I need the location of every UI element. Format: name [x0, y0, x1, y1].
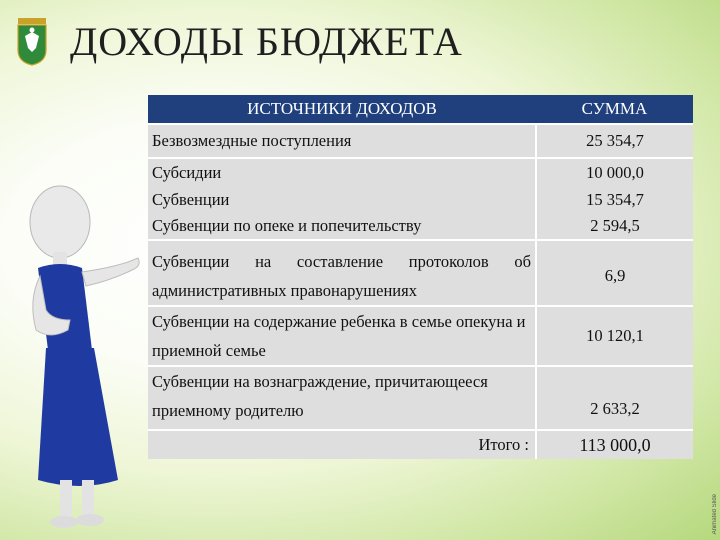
row-name: Субвенции — [148, 187, 536, 213]
table-row — [148, 240, 693, 306]
row-amount: 10 120,1 — [536, 306, 693, 366]
row-amount: 25 354,7 — [536, 124, 693, 158]
row-name: Субвенции на составление протоколов об административных правонарушениях — [148, 240, 536, 306]
presenter-figure-icon — [20, 180, 160, 530]
row-amount: 2 633,2 — [536, 366, 693, 430]
row-amount: 15 354,7 — [536, 187, 693, 213]
header-amount: СУММА — [536, 95, 693, 124]
total-amount: 113 000,0 — [536, 430, 693, 459]
row-name: Субвенции по опеке и попечительству — [148, 213, 536, 240]
table-total-row — [148, 430, 693, 459]
row-name: Субсидии — [148, 158, 536, 187]
table-row — [148, 213, 693, 240]
income-table — [148, 95, 693, 459]
table-row — [148, 124, 693, 158]
row-amount: 2 594,5 — [536, 213, 693, 240]
row-name: Субвенции на вознаграждение, причитающееся приемному родителю — [148, 366, 536, 430]
title-row — [16, 14, 463, 70]
header-sources: ИСТОЧНИКИ ДОХОДОВ — [148, 95, 536, 124]
page-title: ДОХОДЫ БЮДЖЕТА — [70, 19, 463, 64]
table-row — [148, 187, 693, 213]
row-name: Субвенции на содержание ребенка в семье опекуна и приемной семье — [148, 306, 536, 366]
row-amount: 10 000,0 — [536, 158, 693, 187]
table-row — [148, 306, 693, 366]
row-name: Безвозмездные поступления — [148, 124, 536, 158]
table-header-row — [148, 95, 693, 124]
table-row — [148, 158, 693, 187]
row-amount: 6,9 — [536, 240, 693, 306]
coat-of-arms-icon — [16, 18, 48, 66]
slide-credit: Animated Slide — [712, 493, 718, 534]
total-label: Итого : — [148, 430, 536, 459]
table-row — [148, 366, 693, 430]
